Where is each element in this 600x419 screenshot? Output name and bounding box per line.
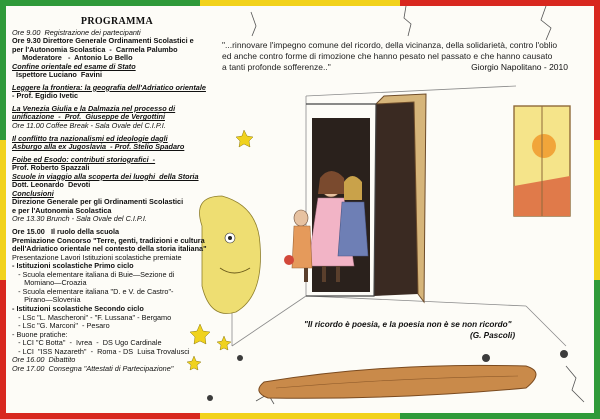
program-line: per l'Autonomia Scolastica - Carmela Palumbo <box>12 44 178 54</box>
quote-line-1: "...rinnovare l'impegno comune del ricordo, della vicinanza, della solidarietà, contro l'oblio <box>222 40 558 50</box>
program-line: Ore 9.00 Registrazione dei partecipanti <box>12 27 141 37</box>
program-line: Scuole in viaggio alla scoperta dei luoghi della Storia <box>12 171 199 181</box>
program-line: Il conflitto tra nazionalismi ed ideologie dagli <box>12 133 168 143</box>
program-line: - LCI "ISS Nazareth" - Roma - DS Luisa Trovalusci <box>12 346 190 356</box>
program-line: Pirano—Slovenia <box>12 295 81 305</box>
program-line: Conclusioni <box>12 188 54 198</box>
program-line: - Scuola elementare italiana "D. e V. de Castro"- <box>12 286 174 296</box>
program-line: Dott. Leonardo Devoti <box>12 180 91 190</box>
program-line: Ispettore Luciano Favini <box>12 70 103 80</box>
quote-author: Giorgio Napolitano - 2010 <box>471 62 568 72</box>
program-line: unificazione - Prof. Giuseppe de Vergottini <box>12 112 165 122</box>
quote-line-2: ed anche contro forme di rimozione che hanno pesato nel passato e che hanno causato <box>222 51 553 61</box>
program-line: - Buone pratiche: <box>12 329 68 339</box>
program-line: Moderatore - Antonio Lo Bello <box>12 53 133 63</box>
program-line: Ore 13.30 Brunch - Sala Ovale del C.I.P.I. <box>12 214 147 224</box>
program-title: PROGRAMMA <box>80 16 154 27</box>
quote-line-3: a tanti profonde sofferenze.." <box>222 62 331 72</box>
border-bottom-green <box>400 413 600 419</box>
window-sunset <box>514 106 570 216</box>
program-panel <box>12 18 222 373</box>
program-lines <box>12 29 222 374</box>
pascoli-author: (G. Pascoli) <box>470 331 516 340</box>
program-line: Ore 15.00 Il ruolo della scuola <box>12 227 120 237</box>
program-line: - LSc "L. Mascheroni" - "F. Lussana" - Bergamo <box>12 312 172 322</box>
program-line: Ore 9.30 Direttore Generale Ordinamenti Scolastici e <box>12 36 194 46</box>
border-bottom-red <box>0 413 200 419</box>
program-line: - Istituzioni scolastiche Secondo ciclo <box>12 303 144 313</box>
program-line: Asburgo alla ex Jugoslavia - Prof. Stelio Spadaro <box>12 142 185 152</box>
program-line: Momiano—Croazia <box>12 278 87 288</box>
floor-plank <box>259 365 536 398</box>
pascoli-quote: "Il ricordo è poesia, e la poesia non è se non ricordo" <box>304 320 512 329</box>
program-line: Ore 17.00 Consegna "Attestati di Partecipazione" <box>12 363 174 373</box>
program-line: - LCI "C Botta" - Ivrea - DS Ugo Cardinale <box>12 338 162 348</box>
program-line: - Scuola elementare italiana di Buie—Sezione di <box>12 269 175 279</box>
program-line: Premiazione Concorso "Terre, genti, tradizioni e cultura <box>12 235 205 245</box>
program-line: Prof. Roberto Spazzali <box>12 163 90 173</box>
program-line: La Venezia Giulia e la Dalmazia nel processo di <box>12 103 176 113</box>
border-right-red <box>594 0 600 140</box>
program-line: - Prof. Egidio Ivetic <box>12 91 79 101</box>
program-line: Leggere la frontiera: la geografia dell'Adriatico orientale <box>12 82 206 92</box>
program-line: Foibe ed Esodo: contributi storiografici - <box>12 154 156 164</box>
program-line: dell'Adriatico orientale nel contesto della storia italiana" <box>12 244 207 254</box>
border-right-green <box>594 280 600 419</box>
border-right-yellow <box>594 140 600 280</box>
program-line: - Istituzioni scolastiche Primo ciclo <box>12 261 134 271</box>
program-line: Confine orientale ed esame di Stato <box>12 61 136 71</box>
program-line: Ore 16.00 Dibattito <box>12 355 76 365</box>
napolitano-quote <box>222 40 572 73</box>
program-line: Presentazione Lavori Istituzioni scolastiche premiate <box>12 252 182 262</box>
program-line: Direzione Generale per gli Ordinamenti Scolastici <box>12 197 184 207</box>
program-line: Ore 11.00 Coffee Break - Sala Ovale del C.I.P.I. <box>12 121 166 131</box>
border-bottom-yellow <box>200 413 400 419</box>
program-line: - LSc "G. Marconi" - Pesaro <box>12 321 110 331</box>
program-line: e per l'Autonomia Scolastica <box>12 205 112 215</box>
